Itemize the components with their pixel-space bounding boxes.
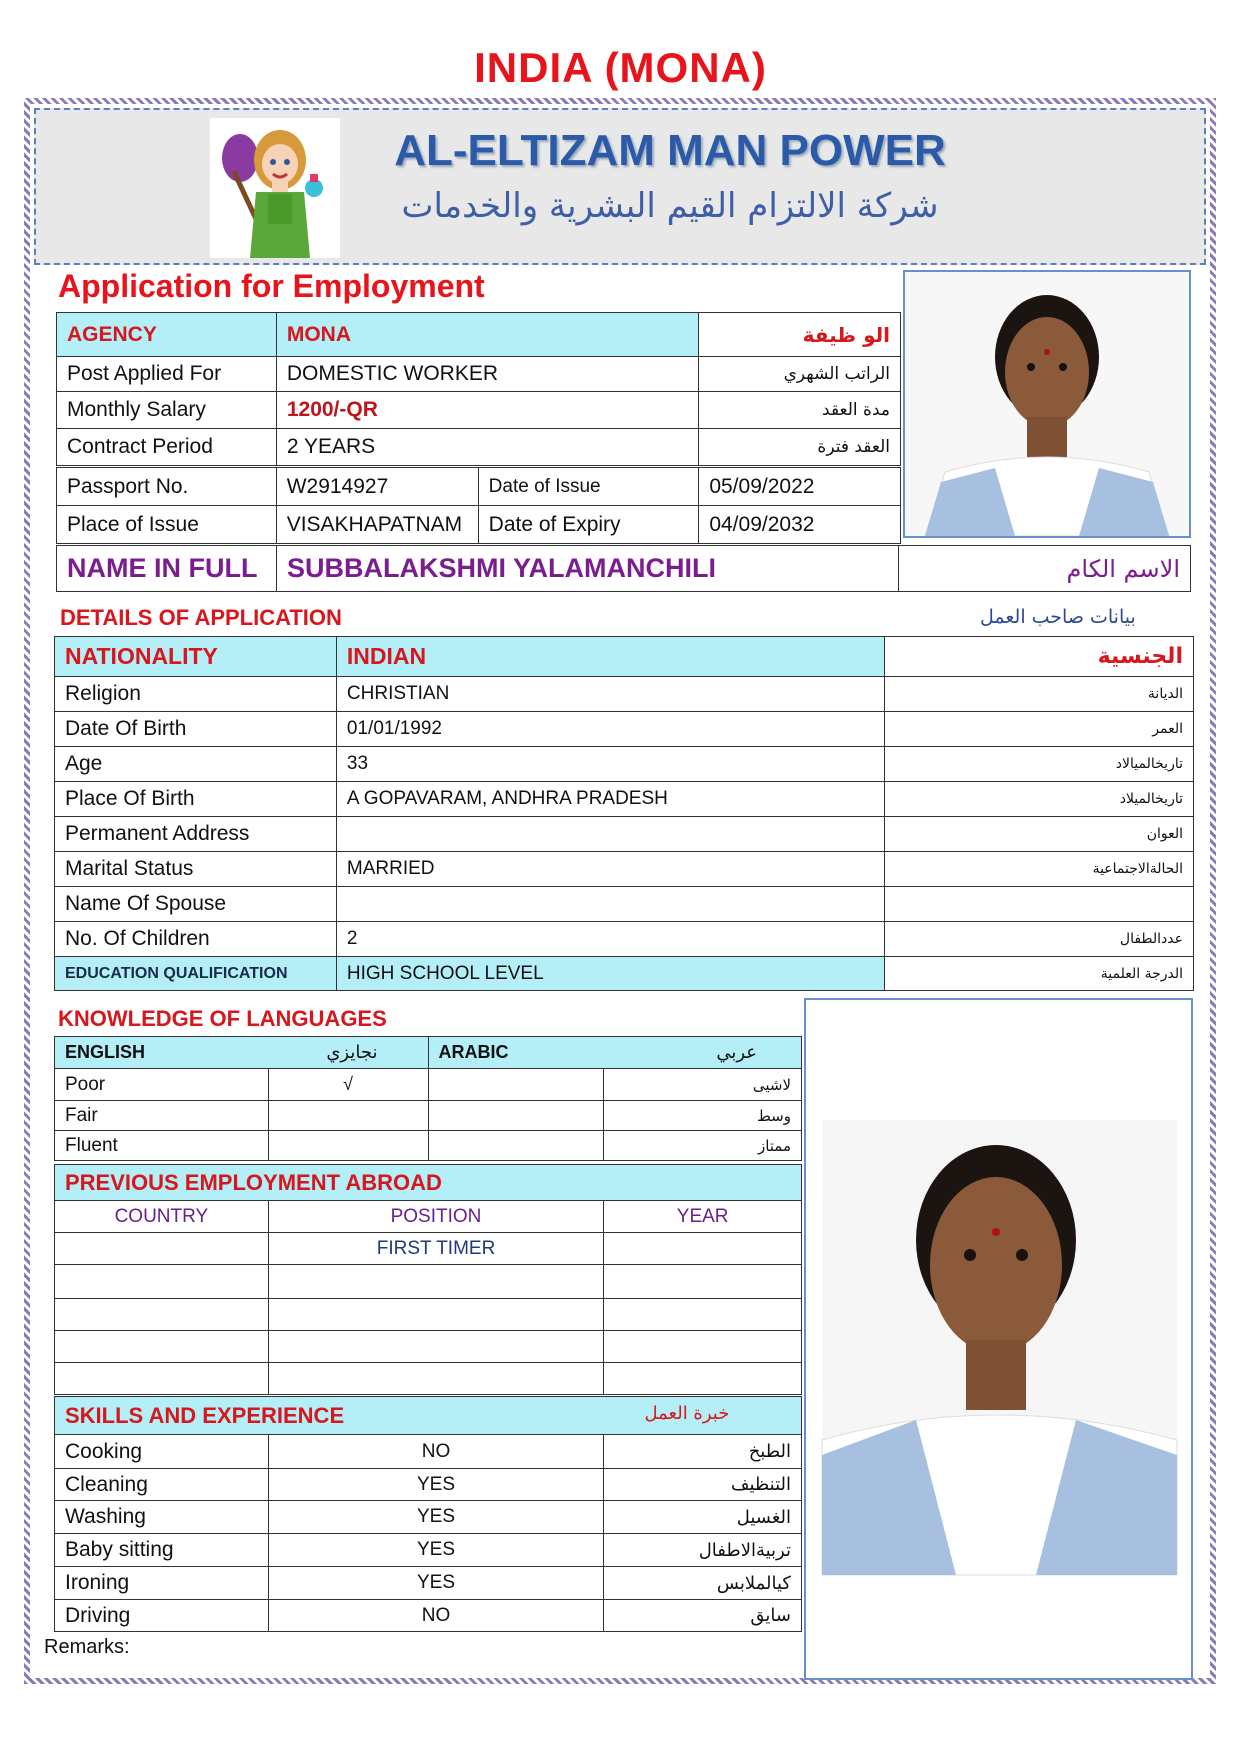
applicant-photo-large — [804, 998, 1193, 1680]
previous-employment-table — [54, 1164, 802, 1395]
arabic-header: ARABIC — [438, 1042, 509, 1062]
application-title: Application for Employment — [58, 268, 485, 304]
skill-row — [55, 1435, 802, 1469]
age-label: Age — [55, 747, 337, 782]
name-label: NAME IN FULL — [57, 546, 277, 592]
name-row — [57, 546, 1191, 592]
details-row — [55, 817, 1194, 852]
name-arabic: الاسم الكام — [899, 546, 1191, 592]
name-value: SUBBALAKSHMI YALAMANCHILI — [276, 546, 898, 592]
education-arabic: الدرجة العلمية — [885, 957, 1194, 991]
skills-table — [54, 1396, 802, 1632]
pob-label: Place Of Birth — [55, 782, 337, 817]
issue-date-label: Date of Issue — [478, 468, 699, 506]
employment-row — [55, 1299, 802, 1331]
employment-year — [604, 1299, 802, 1331]
english-fair — [268, 1101, 428, 1131]
company-name: AL-ELTIZAM MAN POWER — [394, 126, 946, 175]
details-row — [55, 887, 1194, 922]
marital-arabic: الحالةالاجتماعية — [885, 852, 1194, 887]
previous-employment-title-row — [55, 1165, 802, 1201]
employment-row — [55, 1363, 802, 1395]
employment-country — [55, 1299, 269, 1331]
employment-row — [55, 1233, 802, 1265]
contract-row — [57, 429, 901, 466]
spouse-value — [336, 887, 885, 922]
skill-name: Cooking — [55, 1435, 269, 1469]
page-title: INDIA (MONA) — [474, 44, 767, 91]
skill-value: NO — [268, 1435, 603, 1469]
post-arabic: الراتب الشهري — [699, 357, 901, 392]
skill-name: Driving — [55, 1600, 269, 1632]
religion-label: Religion — [55, 677, 337, 712]
employment-info-table — [56, 312, 901, 466]
employment-row — [55, 1331, 802, 1363]
marital-label: Marital Status — [55, 852, 337, 887]
skill-arabic: التنظيف — [604, 1469, 802, 1501]
level-fair: Fair — [55, 1101, 269, 1131]
agency-value: MONA — [276, 313, 698, 357]
spouse-arabic — [885, 887, 1194, 922]
skill-arabic: الغسيل — [604, 1501, 802, 1534]
pob-arabic: تاريخالميلاد — [885, 782, 1194, 817]
passport-row — [57, 468, 901, 506]
arabic-poor — [428, 1069, 604, 1101]
agency-arabic: الو ظيفة — [699, 313, 901, 357]
company-name-arabic: شركة الالتزام القيم البشرية والخدمات — [401, 186, 939, 226]
salary-value: 1200/-QR — [276, 392, 698, 429]
salary-arabic: مدة العقد — [699, 392, 901, 429]
pob-value: A GOPAVARAM, ANDHRA PRADESH — [336, 782, 885, 817]
children-label: No. Of Children — [55, 922, 337, 957]
employment-country — [55, 1265, 269, 1299]
dob-arabic: العمر — [885, 712, 1194, 747]
languages-header — [55, 1037, 802, 1069]
employment-year — [604, 1233, 802, 1265]
languages-title: KNOWLEDGE OF LANGUAGES — [58, 1006, 387, 1031]
skill-row — [55, 1501, 802, 1534]
details-row — [55, 712, 1194, 747]
employment-position: FIRST TIMER — [268, 1233, 604, 1265]
employment-year — [604, 1265, 802, 1299]
previous-employment-title: PREVIOUS EMPLOYMENT ABROAD — [55, 1165, 802, 1201]
level-poor: Poor — [55, 1069, 269, 1101]
level-poor-arabic: لاشيى — [604, 1069, 802, 1101]
nationality-label: NATIONALITY — [55, 637, 337, 677]
skill-name: Baby sitting — [55, 1534, 269, 1567]
applicant-photo-small — [903, 270, 1191, 538]
passport-label: Passport No. — [57, 468, 277, 506]
details-row — [55, 747, 1194, 782]
contract-arabic: العقد فترة — [699, 429, 901, 466]
passport-value: W2914927 — [276, 468, 478, 506]
skill-value: YES — [268, 1469, 603, 1501]
employment-position — [268, 1363, 604, 1395]
skills-title: SKILLS AND EXPERIENCE — [65, 1402, 345, 1428]
details-table — [54, 636, 1194, 991]
skill-value: YES — [268, 1567, 603, 1600]
age-value: 33 — [336, 747, 885, 782]
country-header: COUNTRY — [55, 1201, 269, 1233]
salary-label: Monthly Salary — [57, 392, 277, 429]
issue-date-value: 05/09/2022 — [699, 468, 901, 506]
skill-arabic: سايق — [604, 1600, 802, 1632]
children-value: 2 — [336, 922, 885, 957]
age-arabic: تاريخالميالاد — [885, 747, 1194, 782]
agency-row — [57, 313, 901, 357]
employment-position — [268, 1299, 604, 1331]
address-arabic: العوان — [885, 817, 1194, 852]
skill-value: NO — [268, 1600, 603, 1632]
skill-arabic: تربيةالاطفال — [604, 1534, 802, 1567]
english-header-arabic: نجايزي — [326, 1042, 378, 1063]
education-label: EDUCATION QUALIFICATION — [55, 957, 337, 991]
skill-row — [55, 1600, 802, 1632]
address-label: Permanent Address — [55, 817, 337, 852]
employment-country — [55, 1233, 269, 1265]
place-row — [57, 506, 901, 544]
employment-year — [604, 1363, 802, 1395]
skill-value: YES — [268, 1501, 603, 1534]
details-row — [55, 922, 1194, 957]
contract-value: 2 YEARS — [276, 429, 698, 466]
arabic-fluent — [428, 1131, 604, 1161]
details-row — [55, 677, 1194, 712]
company-logo — [210, 118, 340, 258]
position-header: POSITION — [268, 1201, 604, 1233]
year-header: YEAR — [604, 1201, 802, 1233]
post-value: DOMESTIC WORKER — [276, 357, 698, 392]
employment-row — [55, 1265, 802, 1299]
arabic-header-arabic: عربي — [716, 1042, 757, 1063]
skills-title-arabic: خبرة العمل — [644, 1402, 730, 1424]
skills-title-row — [55, 1397, 802, 1435]
details-row — [55, 852, 1194, 887]
employment-country — [55, 1363, 269, 1395]
employment-country — [55, 1331, 269, 1363]
employment-position — [268, 1331, 604, 1363]
agency-label: AGENCY — [57, 313, 277, 357]
expiry-date-value: 04/09/2032 — [699, 506, 901, 544]
full-name-table — [56, 545, 1191, 592]
dob-label: Date Of Birth — [55, 712, 337, 747]
dob-value: 01/01/1992 — [336, 712, 885, 747]
children-arabic: عددالطفال — [885, 922, 1194, 957]
english-poor-check: √ — [268, 1069, 428, 1101]
expiry-date-label: Date of Expiry — [478, 506, 699, 544]
nationality-arabic: الجنسية — [885, 637, 1194, 677]
employment-position — [268, 1265, 604, 1299]
level-fair-arabic: وسط — [604, 1101, 802, 1131]
skill-name: Washing — [55, 1501, 269, 1534]
post-row — [57, 357, 901, 392]
skill-arabic: كيالملابس — [604, 1567, 802, 1600]
nationality-value: INDIAN — [336, 637, 885, 677]
details-row — [55, 637, 1194, 677]
passport-table — [56, 467, 901, 544]
religion-arabic: الديانة — [885, 677, 1194, 712]
skill-arabic: الطبخ — [604, 1435, 802, 1469]
english-fluent — [268, 1131, 428, 1161]
place-value: VISAKHAPATNAM — [276, 506, 478, 544]
details-row — [55, 957, 1194, 991]
details-title: DETAILS OF APPLICATION — [60, 605, 342, 630]
skill-row — [55, 1534, 802, 1567]
remarks-label: Remarks: — [44, 1636, 130, 1658]
post-label: Post Applied For — [57, 357, 277, 392]
details-title-arabic: بيانات صاحب العمل — [980, 606, 1136, 628]
previous-employment-header — [55, 1201, 802, 1233]
religion-value: CHRISTIAN — [336, 677, 885, 712]
level-fluent-arabic: ممتاز — [604, 1131, 802, 1161]
skill-name: Cleaning — [55, 1469, 269, 1501]
education-value: HIGH SCHOOL LEVEL — [336, 957, 885, 991]
spouse-label: Name Of Spouse — [55, 887, 337, 922]
skill-name: Ironing — [55, 1567, 269, 1600]
english-header: ENGLISH — [65, 1042, 146, 1062]
languages-table — [54, 1036, 802, 1161]
arabic-fair — [428, 1101, 604, 1131]
contract-label: Contract Period — [57, 429, 277, 466]
language-row — [55, 1069, 802, 1101]
marital-value: MARRIED — [336, 852, 885, 887]
skill-row — [55, 1469, 802, 1501]
language-row — [55, 1131, 802, 1161]
salary-row — [57, 392, 901, 429]
place-label: Place of Issue — [57, 506, 277, 544]
details-row — [55, 782, 1194, 817]
level-fluent: Fluent — [55, 1131, 269, 1161]
employment-year — [604, 1331, 802, 1363]
address-value — [336, 817, 885, 852]
skill-value: YES — [268, 1534, 603, 1567]
skill-row — [55, 1567, 802, 1600]
language-row — [55, 1101, 802, 1131]
